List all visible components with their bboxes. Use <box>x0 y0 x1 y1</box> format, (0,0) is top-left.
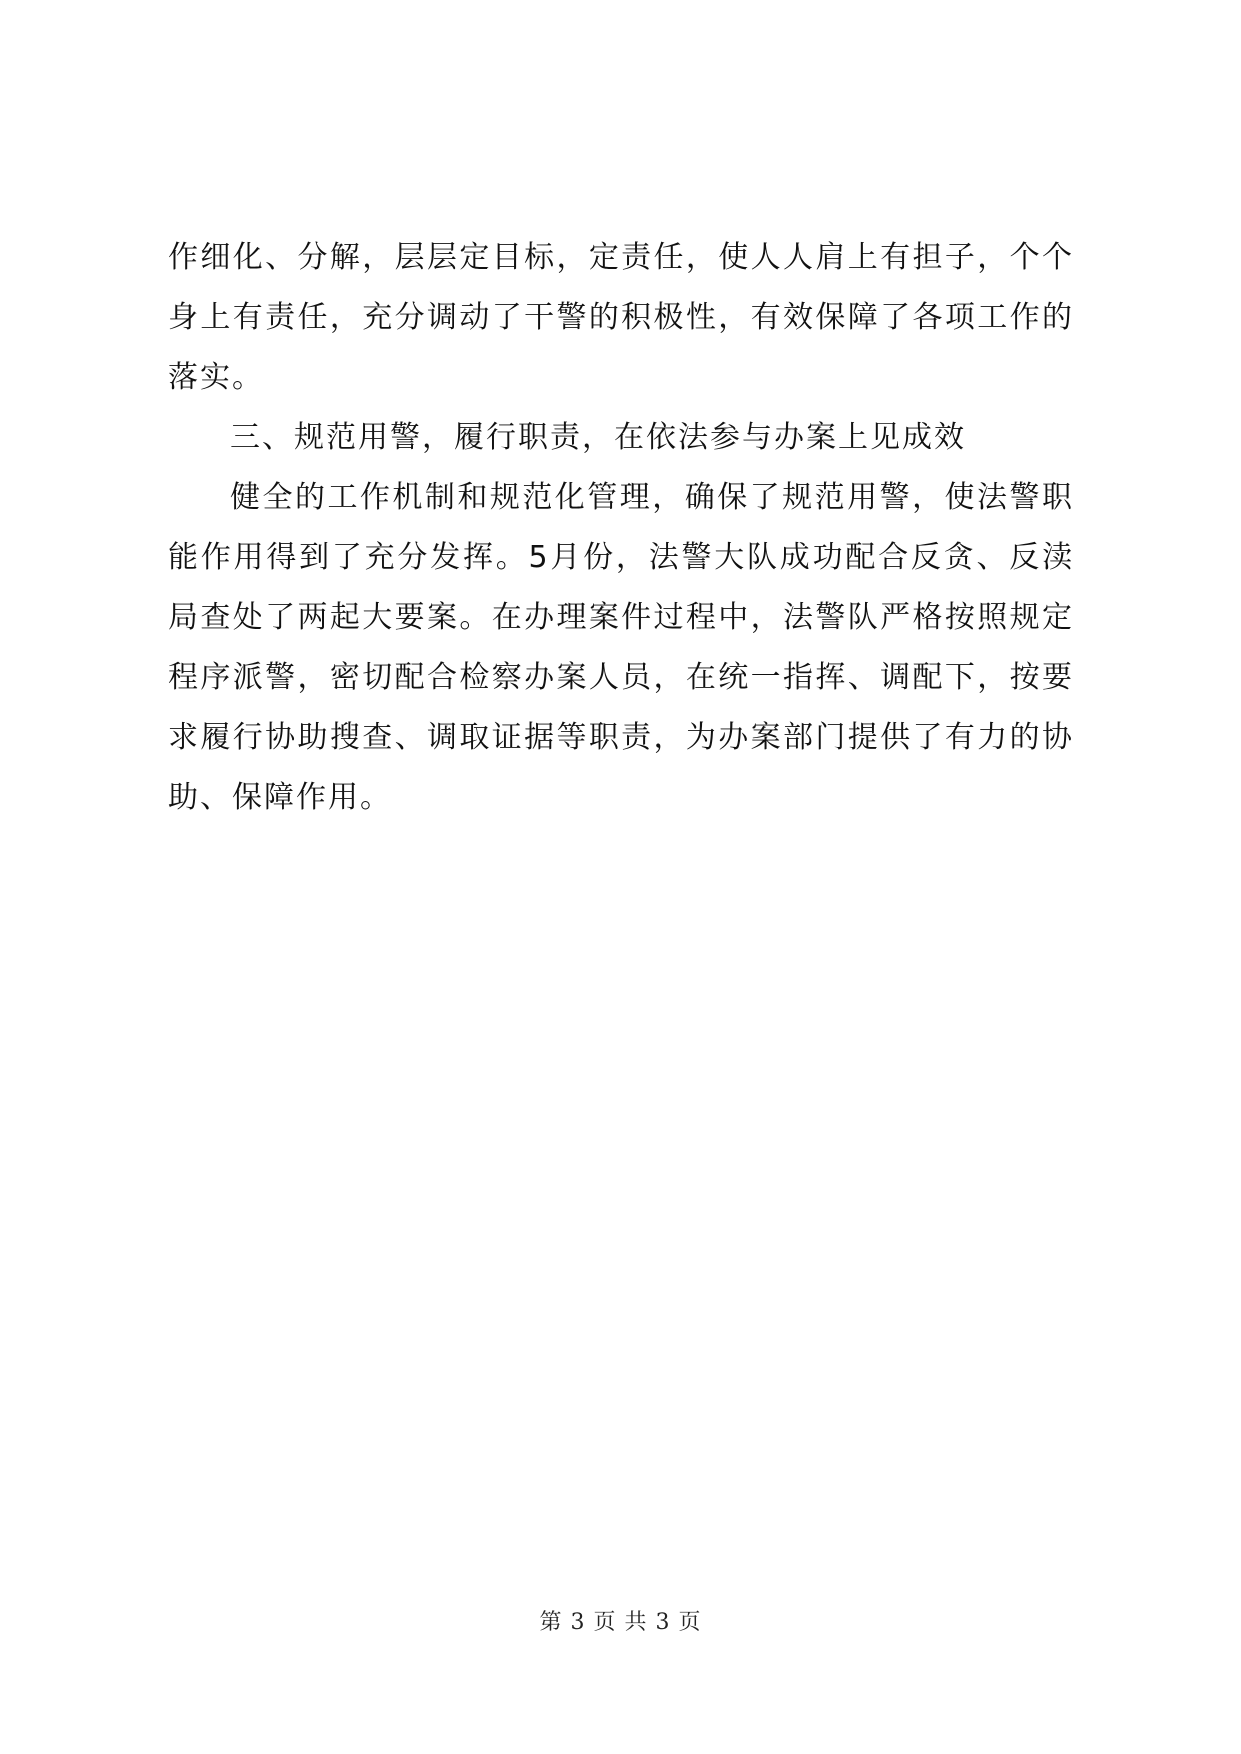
paragraph-1-line-2: 身上有责任，充分调动了干警的积极性，有效保障了各项工作的 <box>168 300 1074 335</box>
paragraph-3-line-1: 健全的工作机制和规范化管理，确保了规范用警，使法警职 <box>230 480 1074 515</box>
paragraph-3-line-3: 局查处了两起大要案。在办理案件过程中，法警队严格按照规定 <box>168 600 1074 635</box>
body-text <box>168 228 1074 828</box>
paragraph-3-line-5: 求履行协助搜查、调取证据等职责，为办案部门提供了有力的协 <box>168 720 1074 755</box>
paragraph-3-line-6: 助、保障作用。 <box>168 780 392 815</box>
section-heading: 三、规范用警，履行职责，在依法参与办案上见成效 <box>230 420 966 455</box>
paragraph-1-line-3: 落实。 <box>168 360 264 395</box>
paragraph-1-line-1: 作细化、分解，层层定目标，定责任，使人人肩上有担子，个个 <box>168 240 1074 275</box>
paragraph-3-line-2: 能作用得到了充分发挥。5月份，法警大队成功配合反贪、反渎 <box>168 540 1074 575</box>
paragraph-3-line-4: 程序派警，密切配合检察办案人员，在统一指挥、调配下，按要 <box>168 660 1074 695</box>
page-number-footer: 第 3 页 共 3 页 <box>539 1610 702 1635</box>
